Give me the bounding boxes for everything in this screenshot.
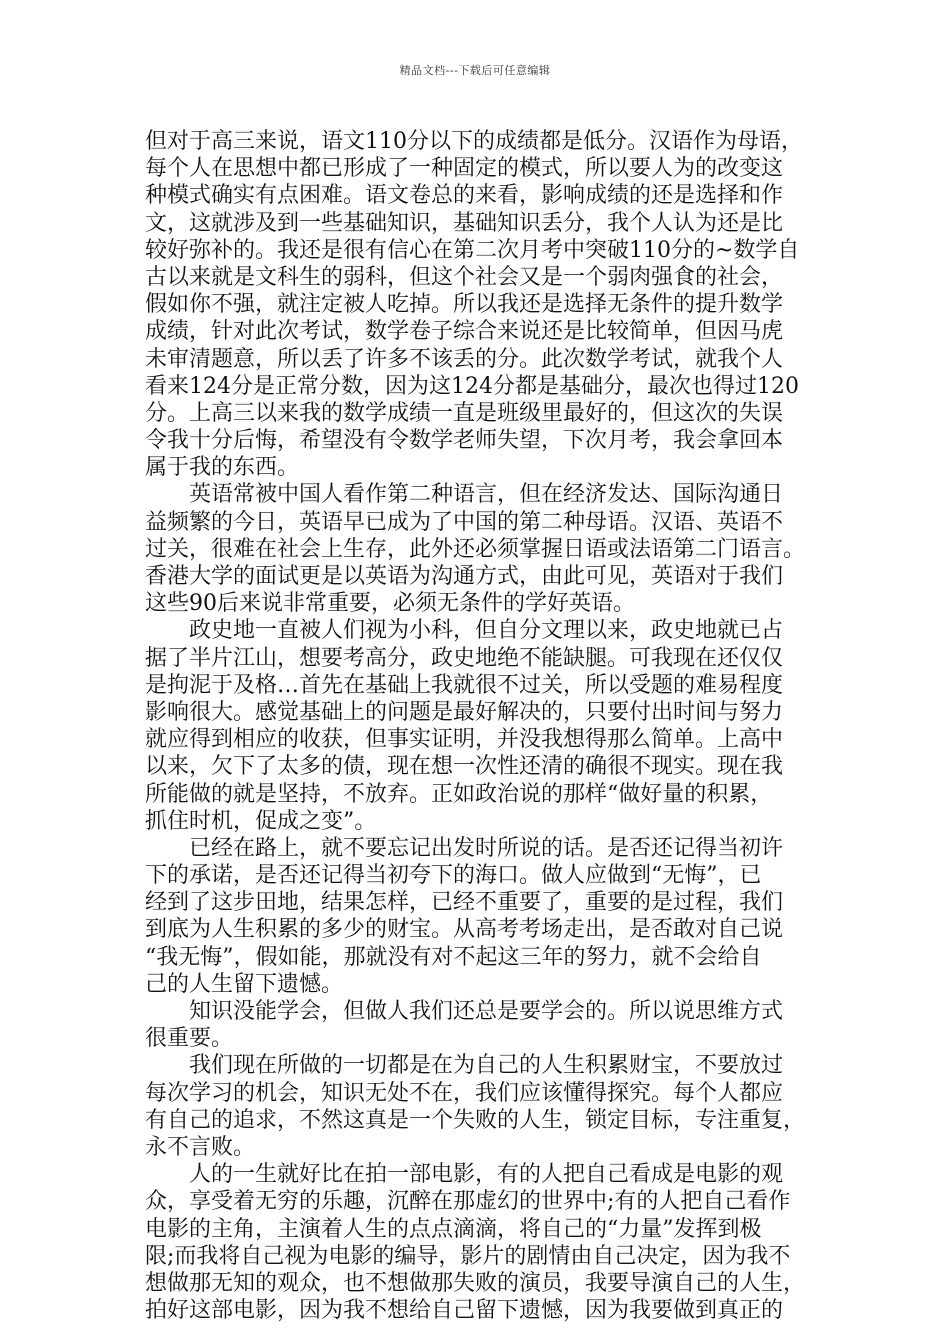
text-line: 到底为人生积累的多少的财宝。从高考考场走出，是否敢对自己说 [145, 917, 784, 943]
text-line: 影响很大。感觉基础上的问题是最好解决的，只要付出时间与努力 [145, 699, 784, 725]
text-line: 据了半片江山，想要考高分，政史地绝不能缺腿。可我现在还仅仅 [145, 645, 784, 671]
text-line: 很重要。 [145, 1026, 234, 1052]
text-line: 永不言败。 [145, 1134, 256, 1160]
document-body [145, 128, 813, 1324]
text-line: 过关，很难在社会上生存，此外还必须掌握日语或法语第二门语言。 [145, 536, 806, 562]
text-line: 限;而我将自己视为电影的编导，影片的剧情由自己决定，因为我不 [145, 1243, 791, 1269]
paragraph [145, 617, 813, 835]
paragraph [145, 1052, 813, 1161]
text-line: 我们现在所做的一切都是在为自己的人生积累财宝，不要放过 [189, 1053, 784, 1079]
text-line: 成绩，针对此次考试，数学卷子综合来说还是比较简单，但因马虎 [145, 319, 784, 345]
text-line: 众，享受着无穷的乐趣，沉醉在那虚幻的世界中;有的人把自己看作 [145, 1189, 791, 1215]
text-line: 抓住时机，促成之变”。 [145, 808, 377, 834]
text-line: 益频繁的今日，英语早已成为了中国的第二种母语。汉语、英语不 [145, 509, 784, 535]
text-line: 是拘泥于及格…首先在基础上我就很不过关，所以受题的难易程度 [145, 672, 784, 698]
paragraph [145, 835, 813, 998]
text-line: 以来，欠下了太多的债，现在想一次性还清的确很不现实。现在我 [145, 754, 784, 780]
text-line: “我无悔”，假如能，那就没有对不起这三年的努力，就不会给自 [145, 944, 762, 970]
text-line: 每个人在思想中都已形成了一种固定的模式，所以要人为的改变这 [145, 156, 784, 182]
text-line: 有自己的追求，不然这真是一个失败的人生，锁定目标，专注重复， [145, 1107, 806, 1133]
text-line: 种模式确实有点困难。语文卷总的来看，影响成绩的还是选择和作 [145, 183, 784, 209]
text-line: 己的人生留下遗憾。 [145, 971, 344, 997]
paragraph [145, 481, 813, 617]
text-line: 但对于高三来说，语文110分以下的成绩都是低分。汉语作为母语， [145, 129, 803, 154]
text-line: 电影的主角，主演着人生的点点滴滴，将自己的“力量”发挥到极 [145, 1216, 762, 1242]
text-line: 这些90后来说非常重要，必须无条件的学好英语。 [145, 591, 635, 617]
text-line: 英语常被中国人看作第二种语言，但在经济发达、国际沟通日 [189, 482, 784, 508]
paragraph [145, 128, 813, 481]
text-line: 属于我的东西。 [145, 455, 300, 481]
text-line: 古以来就是文科生的弱科，但这个社会又是一个弱肉强食的社会， [145, 264, 784, 290]
text-line: 较好弥补的。我还是很有信心在第二次月考中突破110分的~数学自 [145, 237, 800, 263]
text-line: 已经在路上，就不要忘记出发时所说的话。是否还记得当初许 [189, 835, 784, 861]
text-line: 下的承诺，是否还记得当初夸下的海口。做人应做到“无悔”，已 [145, 863, 762, 889]
text-line: 政史地一直被人们视为小科，但自分文理以来，政史地就已占 [189, 618, 784, 644]
text-line: 每次学习的机会，知识无处不在，我们应该懂得探究。每个人都应 [145, 1080, 784, 1106]
text-line: 人的一生就好比在拍一部电影，有的人把自己看成是电影的观 [189, 1162, 784, 1188]
paragraph [145, 998, 813, 1052]
text-line: 假如你不强，就注定被人吃掉。所以我还是选择无条件的提升数学 [145, 292, 784, 318]
text-line: 香港大学的面试更是以英语为沟通方式，由此可见，英语对于我们 [145, 564, 784, 589]
text-line: 未审清题意，所以丢了许多不该丢的分。此次数学考试，就我个人 [145, 346, 784, 372]
page-header: 精品文档---下载后可任意编辑 [399, 64, 551, 77]
text-line: 令我十分后悔，希望没有令数学老师失望，下次月考，我会拿回本 [145, 428, 784, 454]
paragraph [145, 1161, 813, 1324]
text-line: 所能做的就是坚持，不放弃。正如政治说的那样“做好量的积累， [145, 781, 773, 807]
text-line: 想做那无知的观众，也不想做那失败的演员，我要导演自己的人生， [145, 1270, 806, 1296]
text-line: 拍好这部电影，因为我不想给自己留下遗憾，因为我要做到真正的 [145, 1298, 784, 1324]
text-line: 看来124分是正常分数，因为这124分都是基础分，最次也得过120 [145, 373, 799, 399]
text-line: 文，这就涉及到一些基础知识，基础知识丢分，我个人认为还是比 [145, 210, 784, 236]
text-line: 就应得到相应的收获，但事实证明，并没我想得那么简单。上高中 [145, 727, 784, 753]
text-line: 经到了这步田地，结果怎样，已经不重要了，重要的是过程，我们 [145, 890, 784, 916]
text-line: 分。上高三以来我的数学成绩一直是班级里最好的，但这次的失误 [145, 400, 784, 426]
text-line: 知识没能学会，但做人我们还总是要学会的。所以说思维方式 [189, 999, 784, 1024]
